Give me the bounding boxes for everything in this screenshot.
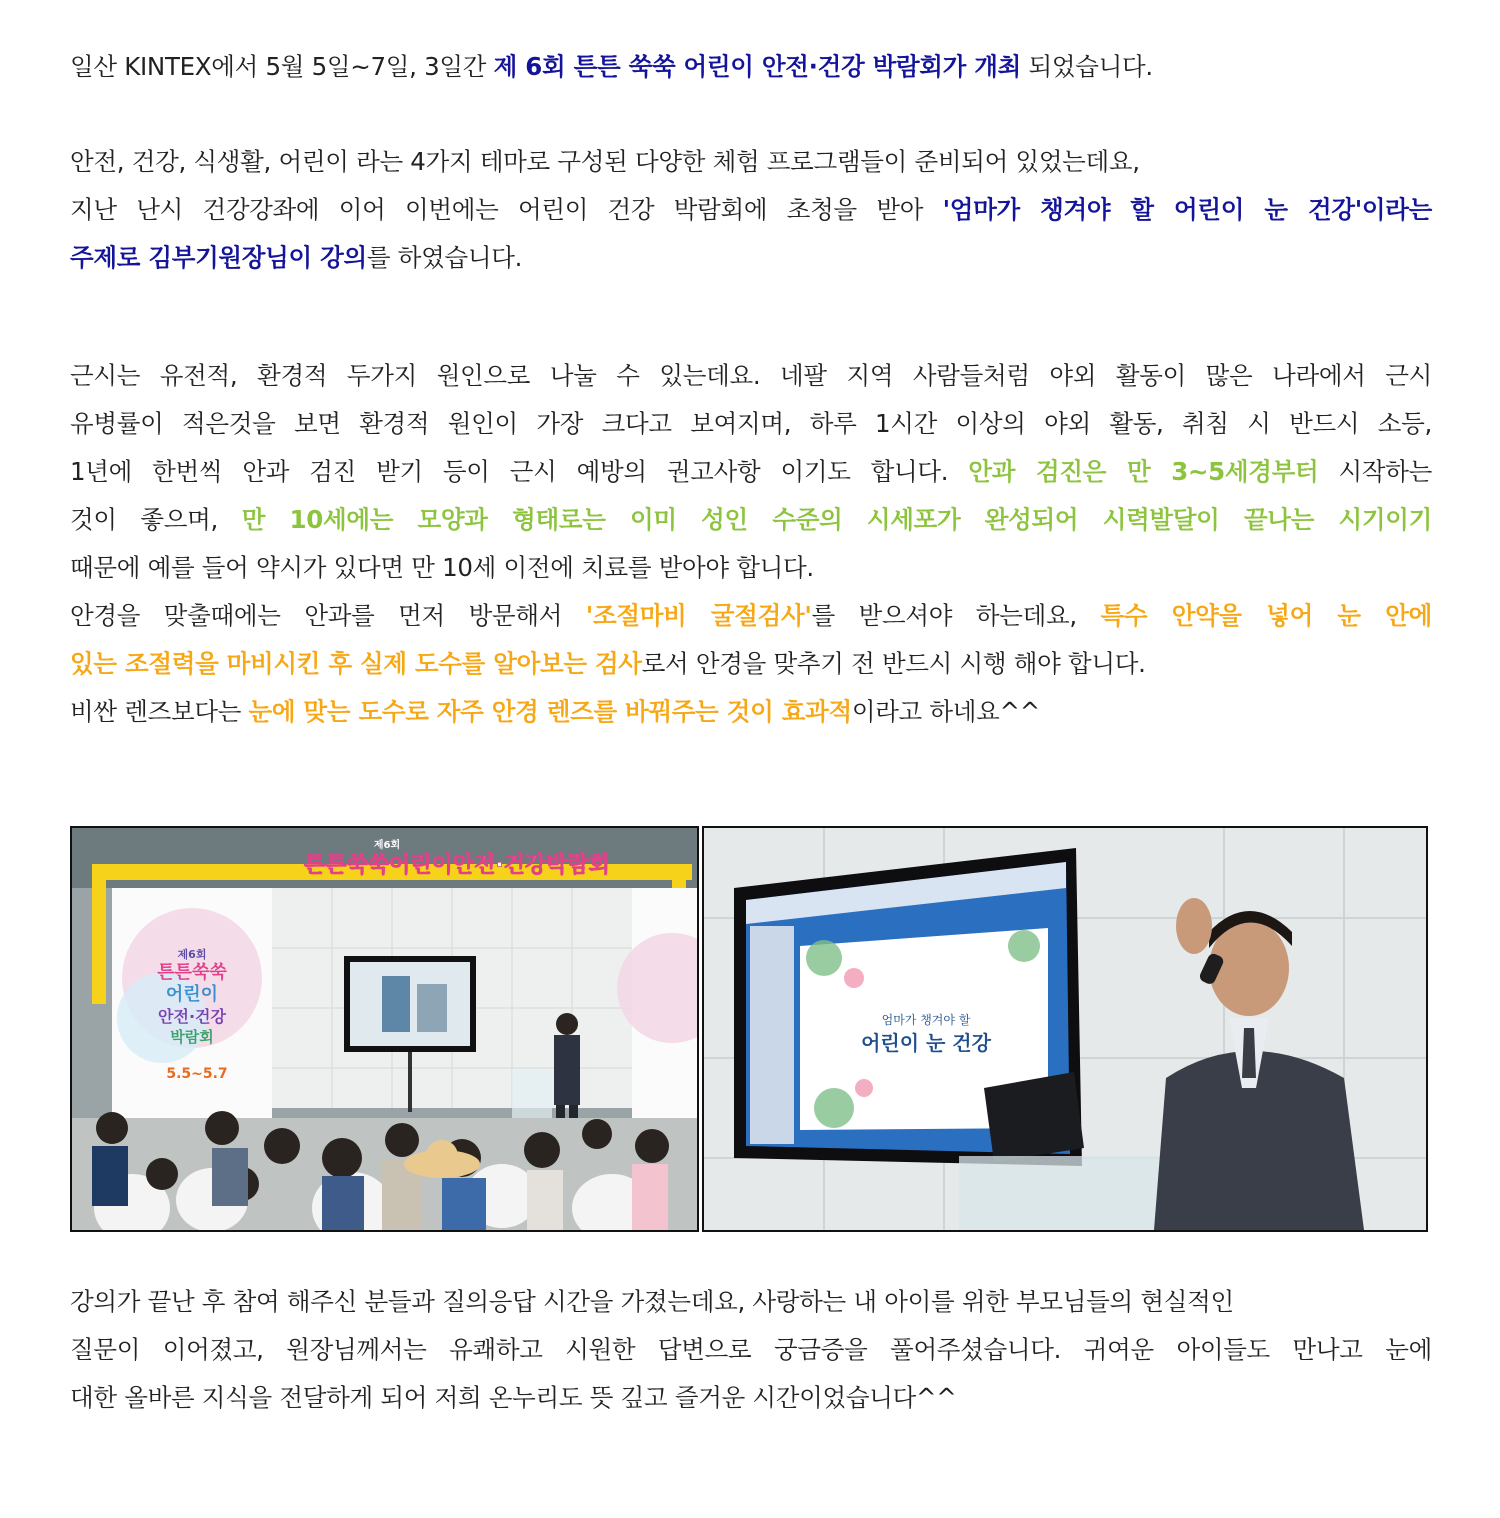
text-run: 일산 KINTEX에서 5월 5일~7일, 3일간 — [70, 52, 494, 81]
text-run: 를 받으셔야 하는데요, — [811, 601, 1101, 630]
highlight-orange: '조절마비 굴절검사' — [585, 601, 812, 630]
text-line — [70, 448, 1432, 496]
poster-date: 5.5~5.7 — [166, 1066, 228, 1082]
highlight-blue: 주제로 김부기원장님이 강의 — [70, 243, 367, 272]
slide-line-1: 엄마가 챙겨야 할 — [881, 1013, 971, 1027]
text-line: 강의가 끝난 후 참여 해주신 분들과 질의응답 시간을 가졌는데요, 사랑하는 내 아이를 위한 부모님들의 현실적인 — [70, 1287, 1234, 1316]
poster-line-5: 박람회 — [170, 1028, 214, 1046]
text-line — [70, 234, 1432, 282]
text-run: 로서 안경을 맞추기 전 반드시 시행 해야 합니다. — [641, 649, 1146, 678]
text-run: 를 하였습니다. — [366, 243, 523, 272]
photo-expo-booth-illustration — [72, 828, 697, 1230]
text-run: 이라고 하네요^^ — [851, 697, 1040, 726]
text-line — [70, 688, 1432, 736]
paragraph-lecture-intro — [70, 138, 1432, 282]
text-line: 질문이 이어졌고, 원장님께서는 유쾌하고 시원한 답변으로 궁금증을 풀어주셨습니다. 귀여운 아이들도 만나고 눈에 — [70, 1335, 1432, 1364]
text-run: 시작하는 — [1318, 457, 1432, 486]
text-line: 대한 올바른 지식을 전달하게 되어 저희 온누리도 뜻 깊고 즐거운 시간이었습니다^^ — [70, 1383, 957, 1412]
photo-lecturer — [702, 826, 1428, 1232]
highlight-orange: 특수 안약을 넣어 눈 안에 — [1100, 601, 1432, 630]
highlight-green: 안과 검진은 만 3~5세경부터 — [968, 457, 1319, 486]
banner-title: 튼튼쑥쑥어린이안전·건강박람회 — [304, 853, 610, 878]
highlight-green: 만 10세에는 모양과 형태로는 이미 성인 수준의 시세포가 완성되어 시력발달이 끝나는 시기이기 — [241, 505, 1432, 534]
poster-line-2: 튼튼쑥쑥 — [157, 962, 227, 983]
paragraph-qa-closing — [70, 1278, 1432, 1422]
text-run: 되었습니다. — [1021, 52, 1153, 81]
banner-small: 제6회 — [373, 840, 401, 851]
text-line: 때문에 예를 들어 약시가 있다면 만 10세 이전에 치료를 받아야 합니다. — [70, 553, 814, 582]
highlight-blue: 제 6회 튼튼 쑥쑥 어린이 안전·건강 박람회가 개최 — [493, 52, 1022, 81]
text-line: 안전, 건강, 식생활, 어린이 라는 4가지 테마로 구성된 다양한 체험 프로그램들이 준비되어 있었는데요, — [70, 147, 1140, 176]
poster-line-4: 안전·건강 — [158, 1007, 226, 1026]
photo-expo-booth — [70, 826, 699, 1232]
highlight-blue: '엄마가 챙겨야 할 어린이 눈 건강'이라는 — [942, 195, 1432, 224]
text-line — [70, 186, 1432, 234]
text-run: 것이 좋으며, — [70, 505, 242, 534]
text-line — [70, 640, 1432, 688]
text-line: 근시는 유전적, 환경적 두가지 원인으로 나눌 수 있는데요. 네팔 지역 사람들처럼 야외 활동이 많은 나라에서 근시 — [70, 361, 1432, 390]
text-run: 지난 난시 건강강좌에 이어 이번에는 어린이 건강 박람회에 초청을 받아 — [70, 195, 943, 224]
text-line — [70, 592, 1432, 640]
poster-line-1: 제6회 — [177, 948, 207, 961]
highlight-orange: 눈에 맞는 도수로 자주 안경 렌즈를 바꿔주는 것이 효과적 — [248, 697, 852, 726]
poster-line-3: 어린이 — [165, 984, 219, 1005]
text-line — [70, 43, 1432, 91]
slide-line-2: 어린이 눈 건강 — [861, 1031, 991, 1055]
text-run: 1년에 한번씩 안과 검진 받기 등이 근시 예방의 권고사항 이기도 합니다. — [70, 457, 969, 486]
photo-lecturer-illustration — [704, 828, 1426, 1230]
text-line — [70, 496, 1432, 544]
paragraph-myopia-info — [70, 352, 1432, 736]
text-line: 유병률이 적은것을 보면 환경적 원인이 가장 크다고 보여지며, 하루 1시간 이상의 야외 활동, 취침 시 반드시 소등, — [70, 409, 1432, 438]
paragraph-expo-intro — [70, 43, 1432, 91]
text-run: 안경을 맞출때에는 안과를 먼저 방문해서 — [70, 601, 586, 630]
text-run: 비싼 렌즈보다는 — [70, 697, 249, 726]
highlight-orange: 있는 조절력을 마비시킨 후 실제 도수를 알아보는 검사 — [70, 649, 642, 678]
